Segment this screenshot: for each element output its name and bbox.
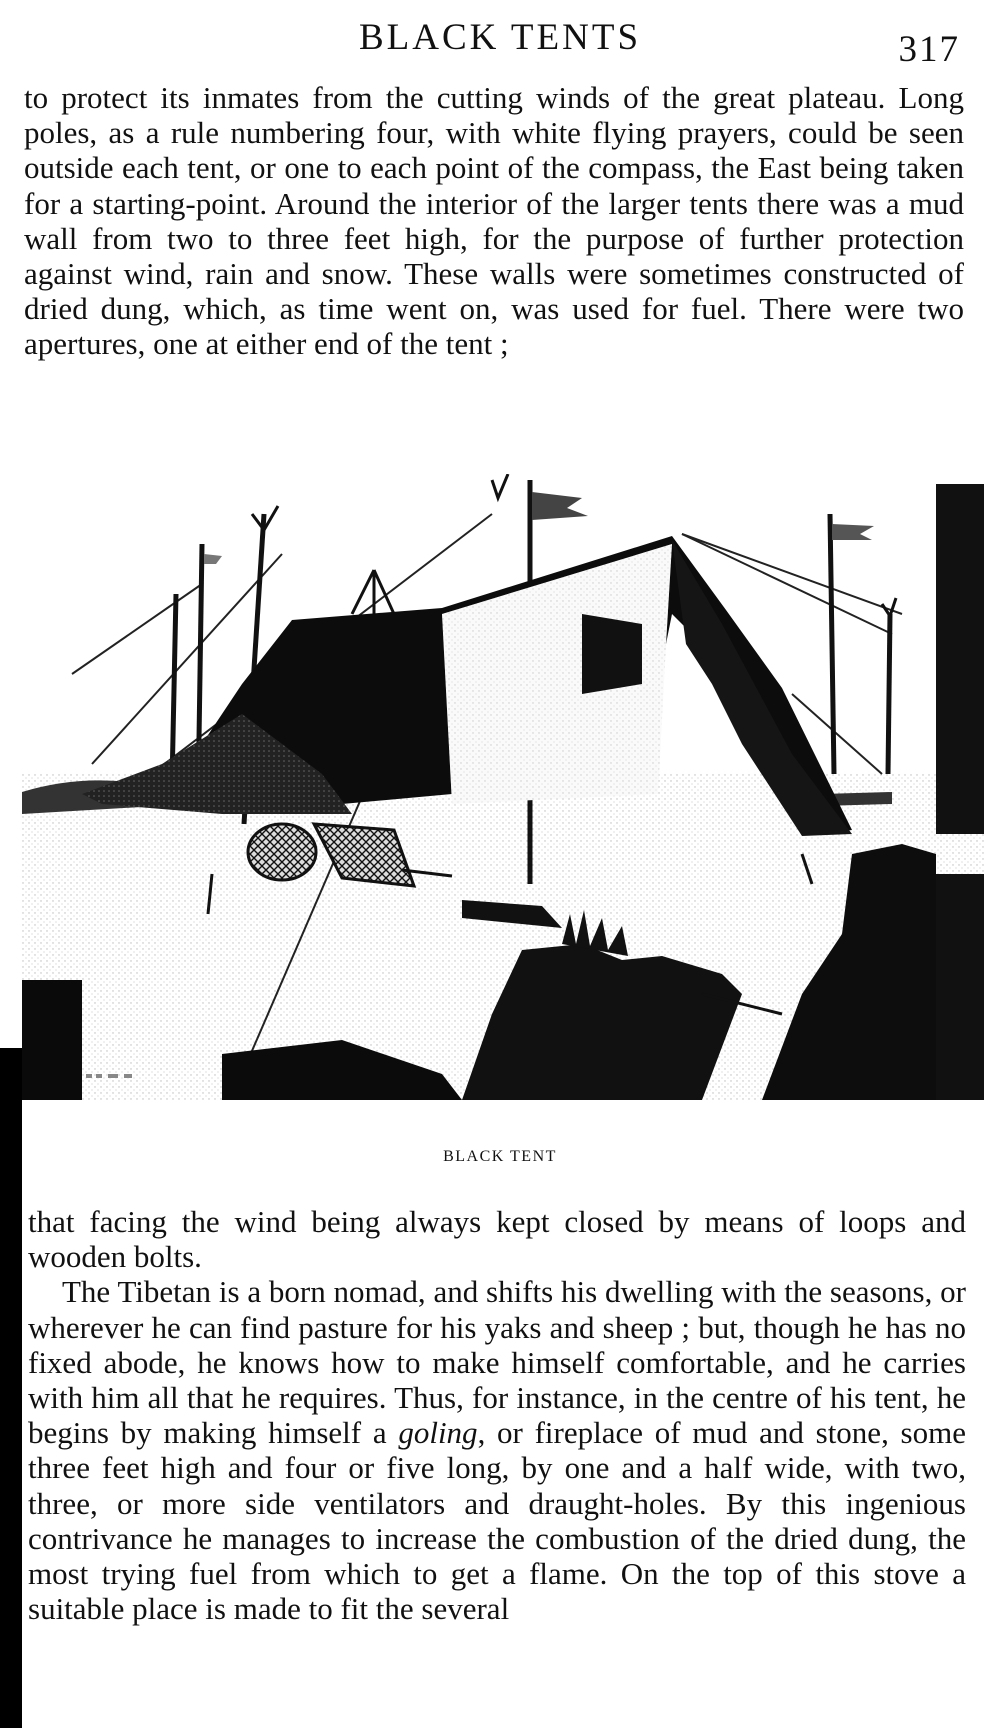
black-tent-photograph [22, 474, 984, 1100]
body-text-top [24, 80, 964, 362]
page-number: 317 [898, 29, 960, 70]
paragraph [28, 1274, 966, 1626]
running-title: BLACK TENTS [358, 17, 642, 58]
text-run: The Tibetan is a born nomad, and shifts his dwelling with the seasons, or wherever he can find pasture for his yaks and sheep ; but, though he has no fixed abode, he knows how to make himself comfortable, and he carries with him all that he requires. Thus, for instance, in the centre of his tent, he begins by making himself a [28, 1274, 966, 1451]
body-text-bottom [28, 1204, 966, 1626]
paragraph: to protect its inmates from the cutting winds of the great plateau. Long poles, as a rule numbering four, with white flying prayers, could be seen outside each tent, or one to each point of the compass, the East being taken for a starting-point. Around the interior of the larger tents there was a mud wall from two to three feet high, for the purpose of further protection against wind, rain and snow. These walls were sometimes constructed of dried dung, which, as time went on, was used for fuel. There were two apertures, one at either end of the tent ; [24, 80, 964, 362]
figure-caption: BLACK TENT [443, 1148, 557, 1165]
running-head [0, 12, 1000, 70]
paragraph: that facing the wind being always kept closed by means of loops and wooden bolts. [28, 1204, 966, 1275]
scan-edge-shadow [0, 1048, 22, 1728]
text-run: , or fireplace of mud and stone, some three feet high and four or five long, by one and a half wide, with two, three, or more side ventilators and draught-holes. By this ingenious contrivance he manages to increase the combustion of the dried dung, the most trying fuel from which to get a flame. On the top of this stove a suitable place is made to fit the several [28, 1415, 966, 1627]
italic-term: goling [398, 1415, 478, 1451]
